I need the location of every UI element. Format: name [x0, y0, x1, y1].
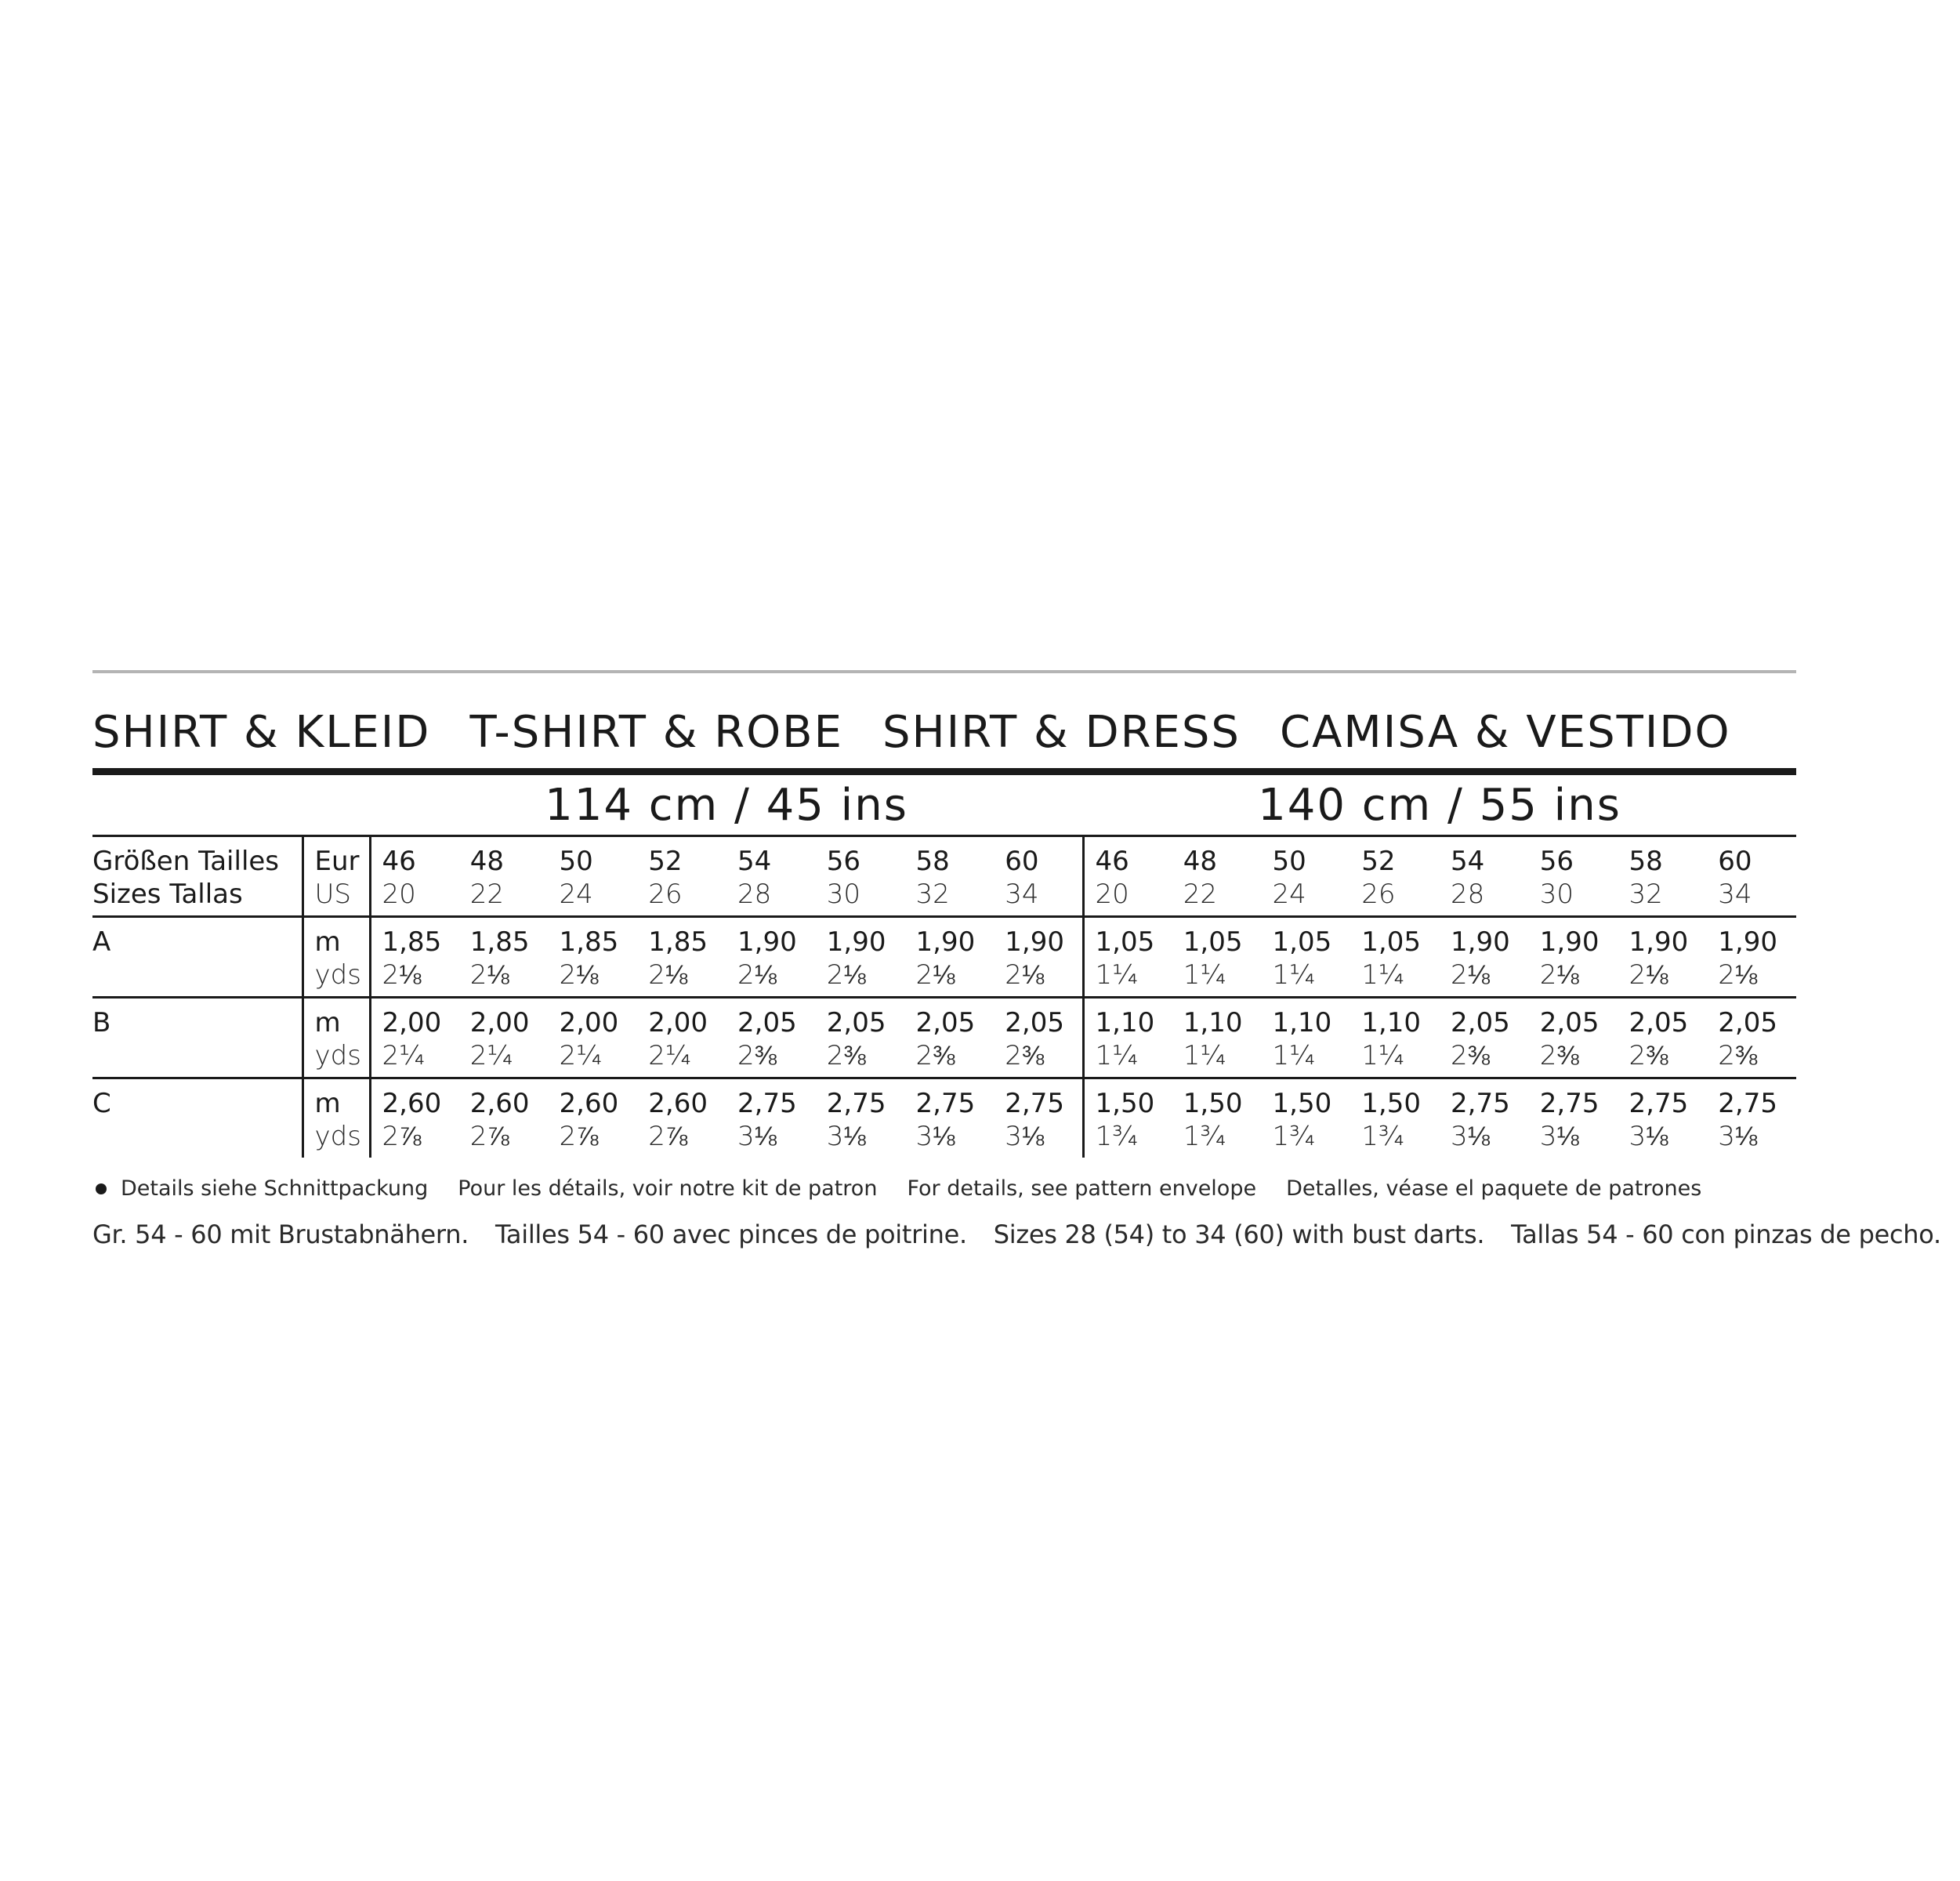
value-cell: 1¼ [1262, 959, 1351, 998]
footer-spanish: Tallas 54 - 60 con pinzas de pecho. [1511, 1220, 1941, 1249]
value-cell: 1,85 [469, 926, 530, 958]
value-cell: 1,05 [1183, 926, 1243, 958]
value-cell: 24 [549, 878, 638, 917]
unit-cell: yds [303, 1039, 370, 1078]
value-cell: 20 [370, 878, 459, 917]
value-cell: 56 [1539, 846, 1574, 877]
view-row-meters [92, 1078, 1796, 1121]
row-label: B [92, 1007, 111, 1038]
value-cell: 1¼ [1083, 959, 1172, 998]
value-cell: 2⅛ [1618, 959, 1708, 998]
footer-german: Gr. 54 - 60 mit Brustabnähern. [92, 1220, 469, 1249]
row-label: C [92, 1088, 111, 1119]
details-note [92, 1176, 1796, 1201]
value-cell: 1,90 [1629, 926, 1689, 958]
unit-cell: yds [303, 1120, 370, 1158]
yardage-chart [92, 670, 1941, 1249]
value-cell: 2⅛ [459, 959, 549, 998]
value-cell: 3⅛ [1539, 1121, 1579, 1152]
row-label [92, 959, 303, 998]
size-row-us [92, 878, 1796, 917]
value-cell: 2⅜ [726, 1039, 816, 1078]
value-cell: 1,10 [1083, 998, 1172, 1040]
value-cell: 48 [1183, 846, 1218, 877]
value-cell: 2,75 [1451, 1088, 1510, 1119]
fabric-widths-row [92, 775, 1796, 837]
unit-cell: m [303, 998, 370, 1040]
value-cell: 60 [1005, 846, 1039, 877]
value-cell: 22 [459, 878, 549, 917]
value-cell: 22 [1172, 878, 1262, 917]
value-cell: 2,05 [1629, 1007, 1689, 1038]
value-cell: 54 [737, 846, 772, 877]
value-cell: 1,90 [1451, 926, 1510, 958]
value-cell: 2,75 [1539, 1088, 1600, 1119]
value-cell: 2⅜ [816, 1039, 905, 1078]
value-cell: 2⅜ [994, 1039, 1083, 1078]
value-cell: 2,05 [1451, 1007, 1510, 1038]
note-english: For details, see pattern envelope [907, 1176, 1257, 1201]
value-cell: 54 [1451, 846, 1485, 877]
value-cell: 2⅛ [816, 959, 905, 998]
value-cell: 2⅛ [549, 959, 638, 998]
value-cell: 1,90 [737, 926, 797, 958]
value-cell: 2,05 [826, 1007, 886, 1038]
value-cell: 28 [1440, 878, 1529, 917]
garment-titles [92, 673, 1796, 775]
value-cell: 1,90 [1005, 926, 1064, 958]
value-cell: 30 [816, 878, 905, 917]
value-cell: 1,05 [1272, 926, 1332, 958]
value-cell: 28 [726, 878, 816, 917]
fabric-width-114: 114 cm / 45 ins [545, 779, 908, 831]
value-cell: 30 [1529, 878, 1618, 917]
unit-cell: m [303, 917, 370, 959]
value-cell: 32 [1618, 878, 1708, 917]
value-cell: 2⅛ [905, 959, 994, 998]
value-cell: 1¼ [1350, 959, 1440, 998]
bust-darts-note [92, 1220, 1941, 1249]
value-cell: 2,60 [559, 1088, 619, 1119]
value-cell: 2¼ [637, 1039, 726, 1078]
value-cell: 1,85 [559, 926, 619, 958]
value-cell: 2⅜ [1707, 1039, 1796, 1078]
value-cell: 2,00 [370, 998, 459, 1040]
value-cell: 2⅛ [370, 959, 459, 998]
row-label: Sizes Tallas [92, 878, 303, 917]
value-cell: 58 [915, 846, 950, 877]
view-row-meters [92, 998, 1796, 1040]
value-cell: 1,90 [826, 926, 886, 958]
value-cell: 2,00 [648, 1007, 708, 1038]
value-cell: 26 [1350, 878, 1440, 917]
value-cell: 52 [1361, 846, 1396, 877]
value-cell: 2¼ [370, 1039, 459, 1078]
value-cell: 1,10 [1361, 1007, 1421, 1038]
view-row-yards [92, 959, 1796, 998]
value-cell: 2,60 [370, 1078, 459, 1121]
value-cell: 2,75 [826, 1088, 886, 1119]
fabric-width-140: 140 cm / 55 ins [1258, 779, 1621, 831]
value-cell: 3⅛ [1005, 1121, 1045, 1152]
value-cell: 34 [994, 878, 1083, 917]
value-cell: 3⅛ [1718, 1121, 1758, 1152]
value-cell: 1¾ [1183, 1121, 1226, 1152]
footer-french: Tailles 54 - 60 avec pinces de poitrine. [495, 1220, 967, 1249]
value-cell: 1,50 [1361, 1088, 1421, 1119]
value-cell: 1,05 [1083, 917, 1172, 959]
value-cell: 3⅛ [826, 1121, 866, 1152]
value-cell: 2⅛ [1529, 959, 1618, 998]
value-cell: 1¾ [1361, 1121, 1404, 1152]
value-cell: 32 [905, 878, 994, 917]
value-cell: 1¾ [1272, 1121, 1316, 1152]
value-cell: 2,00 [559, 1007, 619, 1038]
unit-cell: Eur [303, 837, 370, 878]
value-cell: 2⅛ [637, 959, 726, 998]
title-spanish: CAMISA & VESTIDO [1279, 707, 1731, 758]
value-cell: 2⅜ [905, 1039, 994, 1078]
value-cell: 2⅞ [469, 1121, 509, 1152]
title-german: SHIRT & KLEID [92, 707, 431, 758]
value-cell: 1,10 [1272, 1007, 1332, 1038]
value-cell: 2⅜ [1440, 1039, 1529, 1078]
value-cell: 1¾ [1083, 1120, 1172, 1158]
value-cell: 56 [826, 846, 861, 877]
view-row-yards [92, 1039, 1796, 1078]
value-cell: 58 [1629, 846, 1663, 877]
value-cell: 2⅛ [1707, 959, 1796, 998]
value-cell: 20 [1083, 878, 1172, 917]
value-cell: 2⅞ [648, 1121, 688, 1152]
unit-cell: yds [303, 959, 370, 998]
row-label [92, 1039, 303, 1078]
note-spanish: Detalles, véase el paquete de patrones [1286, 1176, 1702, 1201]
value-cell: 2¼ [549, 1039, 638, 1078]
value-cell: 1,05 [1361, 926, 1421, 958]
value-cell: 2⅛ [1440, 959, 1529, 998]
value-cell: 2,05 [1718, 1007, 1777, 1038]
view-row-meters [92, 917, 1796, 959]
note-german: Details siehe Schnittpackung [121, 1176, 429, 1201]
value-cell: 2,75 [737, 1088, 797, 1119]
value-cell: 50 [559, 846, 593, 877]
value-cell: 3⅛ [737, 1121, 777, 1152]
value-cell: 48 [469, 846, 505, 877]
unit-cell: m [303, 1078, 370, 1121]
value-cell: 2⅞ [559, 1121, 599, 1152]
value-cell: 3⅛ [1629, 1121, 1668, 1152]
value-cell: 60 [1718, 846, 1752, 877]
value-cell: 2,05 [1005, 1007, 1064, 1038]
value-cell: 2,60 [469, 1088, 530, 1119]
value-cell: 1,85 [370, 917, 459, 959]
value-cell: 1¼ [1172, 959, 1262, 998]
value-cell: 2,05 [915, 1007, 976, 1038]
yardage-table [92, 837, 1796, 1158]
value-cell: 2⅛ [726, 959, 816, 998]
row-label: A [92, 926, 111, 958]
value-cell: 2,75 [1005, 1088, 1064, 1119]
value-cell: 1,90 [1539, 926, 1600, 958]
value-cell: 26 [637, 878, 726, 917]
value-cell: 3⅛ [1451, 1121, 1490, 1152]
value-cell: 1,90 [1718, 926, 1777, 958]
value-cell: 2,05 [737, 1007, 797, 1038]
value-cell: 50 [1272, 846, 1306, 877]
view-row-yards [92, 1120, 1796, 1158]
bullet-icon [96, 1183, 107, 1194]
value-cell: 1¼ [1262, 1039, 1351, 1078]
value-cell: 1,50 [1083, 1078, 1172, 1121]
value-cell: 2,60 [648, 1088, 708, 1119]
title-english: SHIRT & DRESS [882, 707, 1241, 758]
value-cell: 1,50 [1272, 1088, 1332, 1119]
note-french: Pour les détails, voir notre kit de patron [458, 1176, 878, 1201]
title-french: T-SHIRT & ROBE [469, 707, 843, 758]
value-cell: 1¼ [1350, 1039, 1440, 1078]
unit-cell: US [303, 878, 370, 917]
value-cell: 2⅜ [1529, 1039, 1618, 1078]
value-cell: 2,75 [1629, 1088, 1689, 1119]
value-cell: 2,75 [1718, 1088, 1777, 1119]
value-cell: 52 [648, 846, 683, 877]
value-cell: 24 [1262, 878, 1351, 917]
size-row-eur [92, 837, 1796, 878]
value-cell: 2⅛ [994, 959, 1083, 998]
value-cell: 1,50 [1183, 1088, 1243, 1119]
value-cell: 2¼ [459, 1039, 549, 1078]
value-cell: 2⅞ [370, 1120, 459, 1158]
value-cell: 2⅜ [1618, 1039, 1708, 1078]
value-cell: 46 [370, 837, 459, 878]
value-cell: 1,85 [648, 926, 708, 958]
footer-english: Sizes 28 (54) to 34 (60) with bust darts. [993, 1220, 1485, 1249]
value-cell: 3⅛ [915, 1121, 955, 1152]
value-cell: 1,90 [915, 926, 976, 958]
value-cell: 34 [1707, 878, 1796, 917]
value-cell: 2,75 [915, 1088, 976, 1119]
value-cell: 2,05 [1539, 1007, 1600, 1038]
row-label: Größen Tailles [92, 846, 280, 877]
value-cell: 46 [1083, 837, 1172, 878]
value-cell: 1¼ [1083, 1039, 1172, 1078]
value-cell: 2,00 [469, 1007, 530, 1038]
value-cell: 1¼ [1172, 1039, 1262, 1078]
value-cell: 1,10 [1183, 1007, 1243, 1038]
row-label [92, 1120, 303, 1158]
